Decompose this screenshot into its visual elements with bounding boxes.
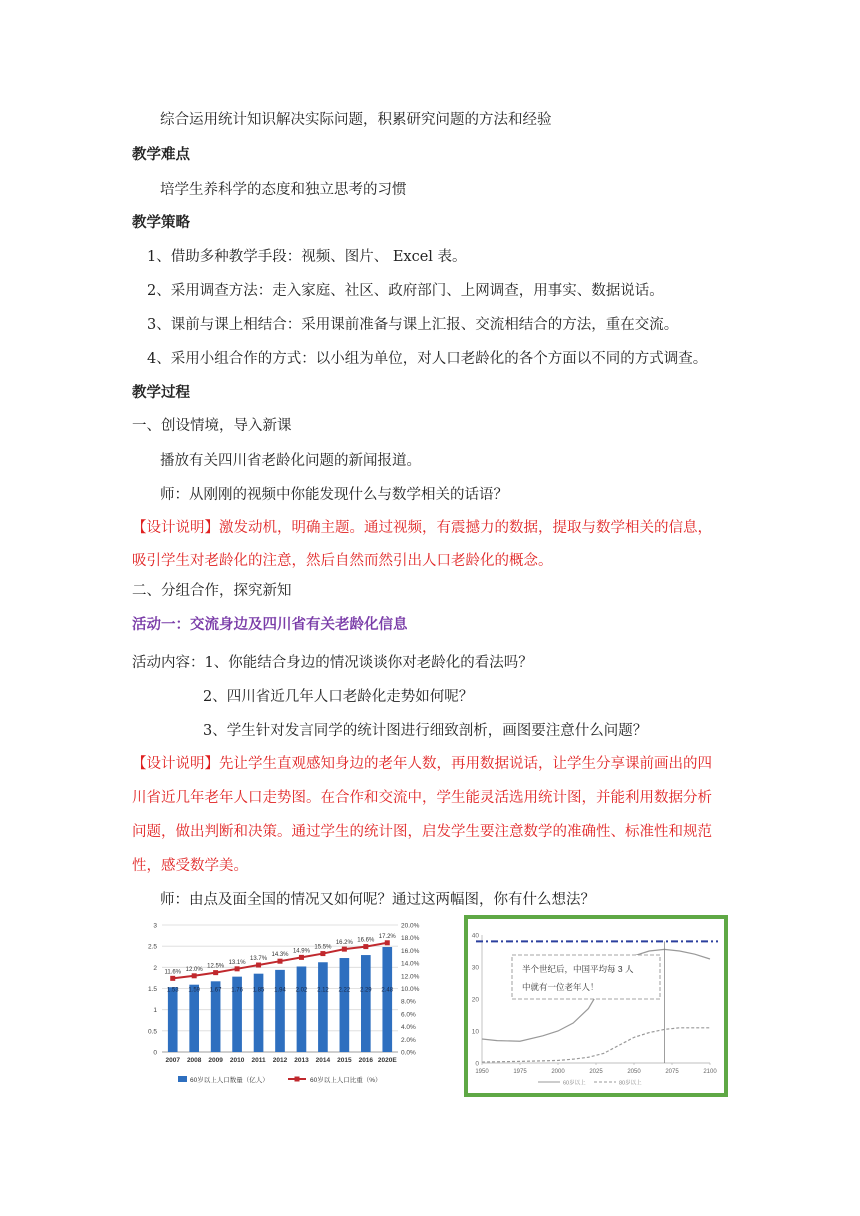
y-tick-label: 0 (475, 1060, 479, 1068)
y-tick-label: 2 (153, 964, 157, 972)
bar-value-label: 2.02 (295, 987, 308, 994)
bar (340, 958, 350, 1052)
y-tick-label: 3 (153, 922, 157, 930)
x-tick-label: 2015 (337, 1057, 352, 1064)
line-value-label: 13.1% (228, 959, 246, 966)
objective-text: 综合运用统计知识解决实际问题，积累研究问题的方法和经验 (160, 112, 552, 128)
bar-value-label: 1.76 (231, 987, 243, 994)
legend-label-80-plus: 80岁以上 (619, 1080, 642, 1087)
design-note-1-line-1: 【设计说明】激发动机，明确主题。通过视频，有震撼力的数据，提取与数学相关的信息， (132, 520, 712, 536)
x-tick-label: 2011 (251, 1057, 266, 1064)
y2-tick-label: 0.0% (401, 1049, 416, 1057)
bar-value-label: 1.59 (188, 987, 201, 994)
bar (254, 974, 264, 1052)
y-tick-label: 1 (153, 1007, 157, 1015)
design-note-2-line-4: 性，感受数学美。 (132, 858, 248, 874)
heading-strategy: 教学策略 (132, 215, 190, 231)
bar (382, 947, 392, 1052)
line-value-label: 12.0% (185, 966, 203, 973)
bar-value-label: 2.22 (338, 987, 351, 994)
bar-value-label: 2.12 (317, 987, 329, 994)
y-tick-label: 2.5 (147, 943, 157, 951)
bar-line-chart-svg (140, 915, 430, 1095)
legend-swatch-marker (295, 1077, 300, 1082)
x-tick-label: 2020E (377, 1057, 397, 1064)
x-tick-label: 2050 (627, 1069, 641, 1075)
line-value-label: 15.5% (314, 944, 332, 951)
line-point (342, 947, 347, 952)
line-point (299, 955, 304, 960)
process-text-1: 播放有关四川省老龄化问题的新闻报道。 (160, 453, 421, 469)
line-point (256, 963, 261, 968)
bar (297, 966, 307, 1052)
y-tick-label: 30 (471, 964, 479, 972)
chart-aging-population-sichuan (140, 915, 430, 1095)
strategy-item-3: 3、课前与课上相结合：采用课前准备与课上汇报、交流相结合的方法，重在交流。 (147, 317, 679, 333)
y2-tick-label: 4.0% (401, 1024, 416, 1032)
annotation-line-1: 半个世纪后，中国平均每 3 人 (522, 964, 634, 974)
line-value-label: 12.5% (207, 963, 225, 970)
x-tick-label: 2016 (358, 1057, 374, 1064)
line-value-label: 14.9% (292, 948, 310, 955)
line-point (363, 944, 368, 949)
x-tick-label: 2008 (186, 1057, 202, 1064)
annotation-line-2: 中就有一位老年人！ (522, 982, 599, 992)
strategy-item-4: 4、采用小组合作的方式：以小组为单位，对人口老龄化的各个方面以不同的方式调查。 (147, 351, 708, 367)
y-tick-label: 1.5 (147, 986, 157, 993)
x-tick-label: 2010 (229, 1057, 245, 1064)
x-tick-label: 2013 (294, 1057, 309, 1064)
line-point (385, 940, 390, 945)
x-tick-label: 2025 (589, 1069, 603, 1075)
y2-tick-label: 2.0% (401, 1036, 416, 1044)
difficulty-text: 培学生养科学的态度和独立思考的习惯 (160, 182, 407, 198)
y-tick-label: 40 (471, 932, 479, 940)
y2-tick-label: 12.0% (401, 973, 420, 981)
design-note-1-line-2: 吸引学生对老龄化的注意，然后自然而然引出人口老龄化的概念。 (132, 553, 553, 569)
y2-tick-label: 18.0% (401, 935, 420, 943)
strategy-item-1: 1、借助多种教学手段：视频、图片、 Excel 表。 (147, 249, 467, 265)
line-point (170, 976, 175, 981)
x-tick-label: 2007 (165, 1057, 180, 1064)
legend-label-bars: 60岁以上人口数量（亿人） (190, 1077, 269, 1084)
y2-tick-label: 6.0% (401, 1011, 416, 1019)
strategy-item-2: 2、采用调查方法：走入家庭、社区、政府部门、上网调查，用事实、数据说话。 (147, 283, 664, 299)
y-tick-label: 0 (153, 1049, 157, 1057)
x-tick-label: 2009 (208, 1057, 223, 1064)
design-note-2-line-2: 川省近几年老年人口走势图。在合作和交流中，学生能灵活选用统计图，并能利用数据分析 (132, 790, 712, 806)
bar-value-label: 1.53 (166, 987, 179, 994)
bar (275, 970, 285, 1052)
line-point (320, 951, 325, 956)
x-tick-label: 2014 (315, 1057, 331, 1064)
x-tick-label: 1975 (513, 1069, 527, 1075)
activity-content-2: 2、四川省近几年人口老龄化走势如何呢？ (203, 689, 474, 705)
line-point (278, 959, 283, 964)
line-value-label: 11.6% (164, 969, 182, 976)
heading-difficulty: 教学难点 (132, 147, 190, 163)
line-value-label: 17.2% (378, 933, 396, 940)
bar-value-label: 1.94 (274, 987, 286, 994)
y-tick-label: 0.5 (147, 1028, 157, 1036)
bar-value-label: 1.67 (209, 987, 222, 994)
x-tick-label: 2100 (703, 1069, 717, 1075)
line-point (235, 966, 240, 971)
legend-label-60-plus: 60岁以上 (563, 1080, 586, 1087)
line-value-label: 13.7% (250, 956, 268, 963)
x-tick-label: 2012 (272, 1057, 288, 1064)
activity-1-title: 活动一：交流身边及四川省有关老龄化信息 (132, 617, 408, 633)
bar (168, 987, 178, 1052)
y2-tick-label: 20.0% (401, 922, 420, 930)
y2-tick-label: 16.0% (401, 947, 420, 955)
y2-tick-label: 14.0% (401, 960, 420, 968)
process-step-1: 一、创设情境，导入新课 (132, 418, 292, 434)
line-point (213, 970, 218, 975)
legend-swatch-bars (178, 1076, 187, 1082)
teacher-question-1: 师：从刚刚的视频中你能发现什么与数学相关的话语？ (160, 487, 508, 503)
y-tick-label: 20 (471, 996, 479, 1004)
y2-tick-label: 10.0% (401, 986, 420, 993)
x-tick-label: 2000 (551, 1069, 565, 1075)
x-tick-label: 2075 (665, 1069, 679, 1075)
line-point (192, 973, 197, 978)
process-step-2: 二、分组合作，探究新知 (132, 583, 292, 599)
line-value-label: 16.2% (335, 940, 353, 947)
projection-chart-svg (464, 915, 728, 1097)
bar (361, 955, 371, 1052)
activity-content-1: 活动内容：1、你能结合身边的情况谈谈你对老龄化的看法吗？ (132, 655, 533, 671)
legend-label-line: 60岁以上人口比重（%） (310, 1077, 382, 1084)
annotation-box (512, 955, 660, 999)
bar (189, 985, 199, 1052)
bar-value-label: 1.85 (252, 987, 265, 994)
design-note-2-line-3: 问题，做出判断和决策。通过学生的统计图，启发学生要注意数学的准确性、标准性和规范 (132, 824, 712, 840)
bar-value-label: 2.48 (381, 987, 394, 994)
bar (318, 962, 328, 1052)
activity-content-3: 3、学生针对发言同学的统计图进行细致剖析，画图要注意什么问题？ (203, 723, 648, 739)
line-value-label: 14.3% (271, 952, 289, 959)
design-note-2-line-1: 【设计说明】先让学生直观感知身边的老年人数，再用数据说话，让学生分享课前画出的四 (132, 756, 712, 772)
teacher-question-2: 师：由点及面全国的情况又如何呢？通过这两幅图，你有什么想法？ (160, 892, 595, 908)
chart-china-aging-projection (464, 915, 728, 1097)
y2-tick-label: 8.0% (401, 998, 416, 1006)
heading-process: 教学过程 (132, 385, 190, 401)
y-tick-label: 10 (471, 1028, 479, 1036)
bar-value-label: 2.29 (359, 987, 372, 994)
line-value-label: 16.6% (357, 937, 375, 944)
x-tick-label: 1950 (475, 1069, 489, 1075)
